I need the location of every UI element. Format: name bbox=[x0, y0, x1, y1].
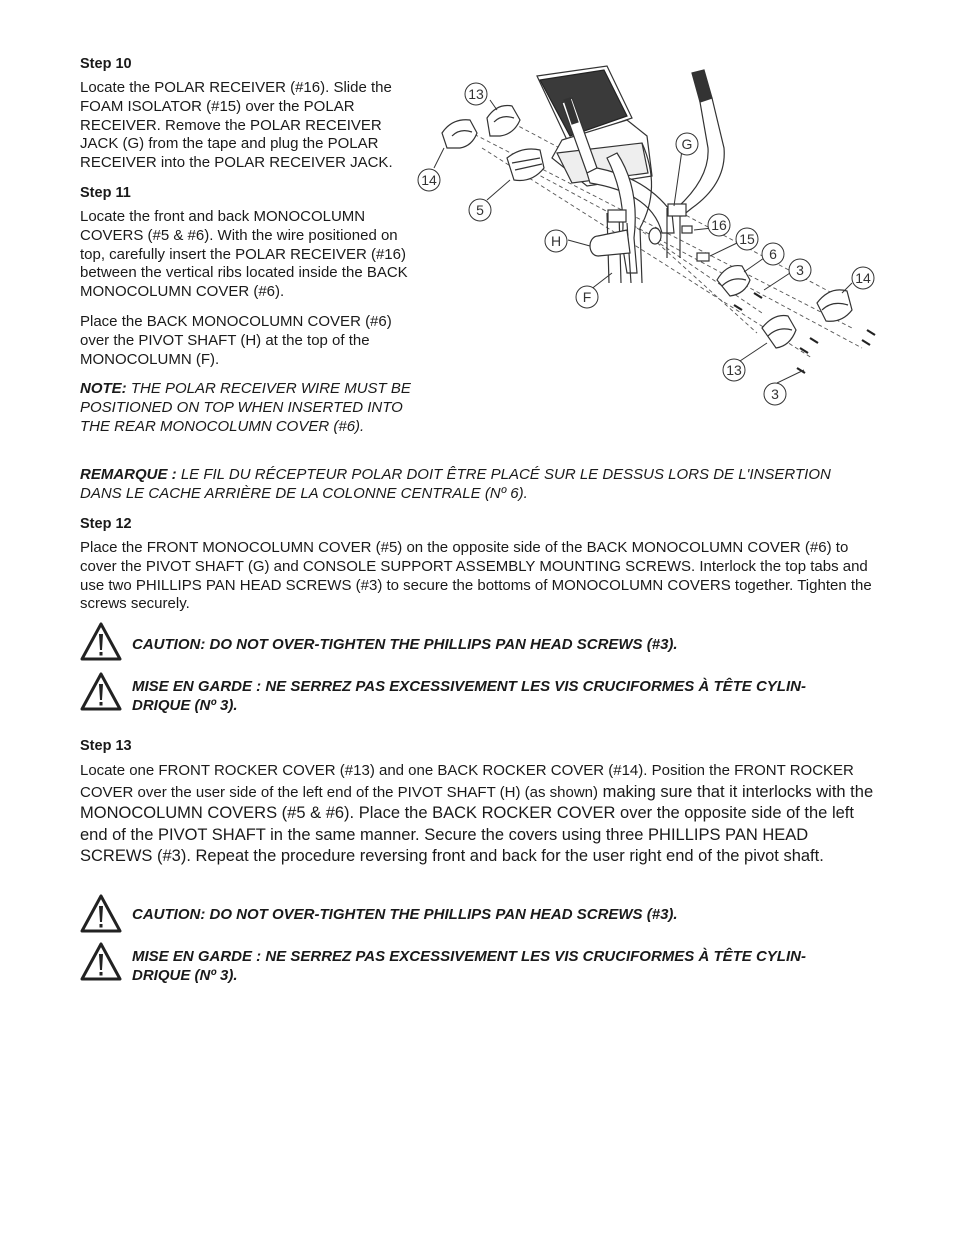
note-label: NOTE: bbox=[80, 380, 127, 397]
step-13-text-small: Locate one FRONT ROCKER COVER (#13) and one BACK ROCKER COVER (#14). Position the FRONT ROCKER COVER over the user side of the left end of the PIVOT SHAFT (H) (as shown) bbox=[80, 762, 854, 801]
step-10-title: Step 10 bbox=[80, 56, 132, 72]
callout-label: 13 bbox=[468, 86, 484, 102]
step-11-text-2: Place the BACK MONOCOLUMN COVER (#6) over the PIVOT SHAFT (H) at the top of the MONOCOLUMN (F). bbox=[80, 313, 392, 368]
callout-label: H bbox=[550, 233, 562, 249]
callout-label: 6 bbox=[769, 246, 777, 262]
step-13-text bbox=[80, 761, 875, 868]
callout-label: F bbox=[582, 289, 592, 305]
step-12-caution: CAUTION: DO NOT OVER-TIGHTEN THE PHILLIPS PAN HEAD SCREWS (#3). bbox=[132, 636, 678, 653]
step-12-mise-en-garde: MISE EN GARDE : NE SERREZ PAS EXCESSIVEMENT LES VIS CRUCIFORMES À TÊTE CYLIN-DRIQUE (Nº 3). bbox=[132, 678, 806, 714]
step-12-title: Step 12 bbox=[80, 516, 132, 532]
step-12-text: Place the FRONT MONOCOLUMN COVER (#5) on the opposite side of the BACK MONOCOLUMN COVER (#6) to cover the PIVOT SHAFT (G) and CONSOLE SUPPORT ASSEMBLY MOUNTING SCREWS. Interlock the top tabs and use two PHILLIPS PAN HEAD SCREWS (#3) to secure the bottoms of MONOCOLUMN COVERS together. Tighten the screws securely. bbox=[80, 539, 872, 613]
step-13-mise-en-garde: MISE EN GARDE : NE SERREZ PAS EXCESSIVEMENT LES VIS CRUCIFORMES À TÊTE CYLIN-DRIQUE (Nº 3). bbox=[132, 948, 806, 984]
step-13-text-large: making sure that it interlocks with the MONOCOLUMN COVERS (#5 & #6). Place the BACK ROCKER COVER over the opposite side of the left end of the PIVOT SHAFT in the same manner. Secure the covers using three PHILLIPS PAN HEAD SCREWS (#3). Repeat the procedure reversing front and back for the user right end of the pivot shaft. bbox=[80, 782, 874, 865]
callout-label: 3 bbox=[771, 386, 779, 402]
step-11-title: Step 11 bbox=[80, 185, 131, 201]
remarque-text: LE FIL DU RÉCEPTEUR POLAR DOIT ÊTRE PLACÉ SUR LE DESSUS LORS DE L'INSERTION DANS LE CACHE ARRIÈRE DE LA COLONNE CENTRALE (Nº 6). bbox=[80, 466, 831, 502]
warning-icon bbox=[80, 672, 122, 712]
step-13-title: Step 13 bbox=[80, 738, 132, 754]
callout-label: G bbox=[681, 136, 693, 152]
step-10-text: Locate the POLAR RECEIVER (#16). Slide the FOAM ISOLATOR (#15) over the POLAR RECEIVER. Remove the POLAR RECEIVER JACK (G) from the tape and plug the POLAR RECEIVER into the POLAR RECEIVER JACK. bbox=[80, 79, 393, 172]
warning-icon bbox=[80, 942, 122, 982]
remarque-label: REMARQUE : bbox=[80, 466, 177, 483]
assembly-diagram bbox=[412, 58, 882, 418]
callout-label: 3 bbox=[796, 262, 804, 278]
note-text: THE POLAR RECEIVER WIRE MUST BE POSITIONED ON TOP WHEN INSERTED INTO THE REAR MONOCOLUMN COVER (#6). bbox=[80, 380, 411, 435]
step-11-remarque bbox=[80, 466, 870, 504]
warning-icon bbox=[80, 622, 122, 662]
step-11-text-1: Locate the front and back MONOCOLUMN COVERS (#5 & #6). With the wire positioned on top, carefully insert the POLAR RECEIVER (#16) between the vertical ribs located inside the BACK MONOCOLUMN COVER (#6). bbox=[80, 208, 408, 301]
warning-icon bbox=[80, 894, 122, 934]
callout-label: 5 bbox=[476, 202, 484, 218]
callout-label: 13 bbox=[726, 362, 742, 378]
callout-label: 15 bbox=[739, 231, 755, 247]
callout-label: 16 bbox=[711, 217, 727, 233]
callout-label: 14 bbox=[855, 270, 871, 286]
callout-label: 14 bbox=[421, 172, 437, 188]
step-13-caution: CAUTION: DO NOT OVER-TIGHTEN THE PHILLIPS PAN HEAD SCREWS (#3). bbox=[132, 906, 678, 923]
step-11-note bbox=[80, 380, 412, 436]
